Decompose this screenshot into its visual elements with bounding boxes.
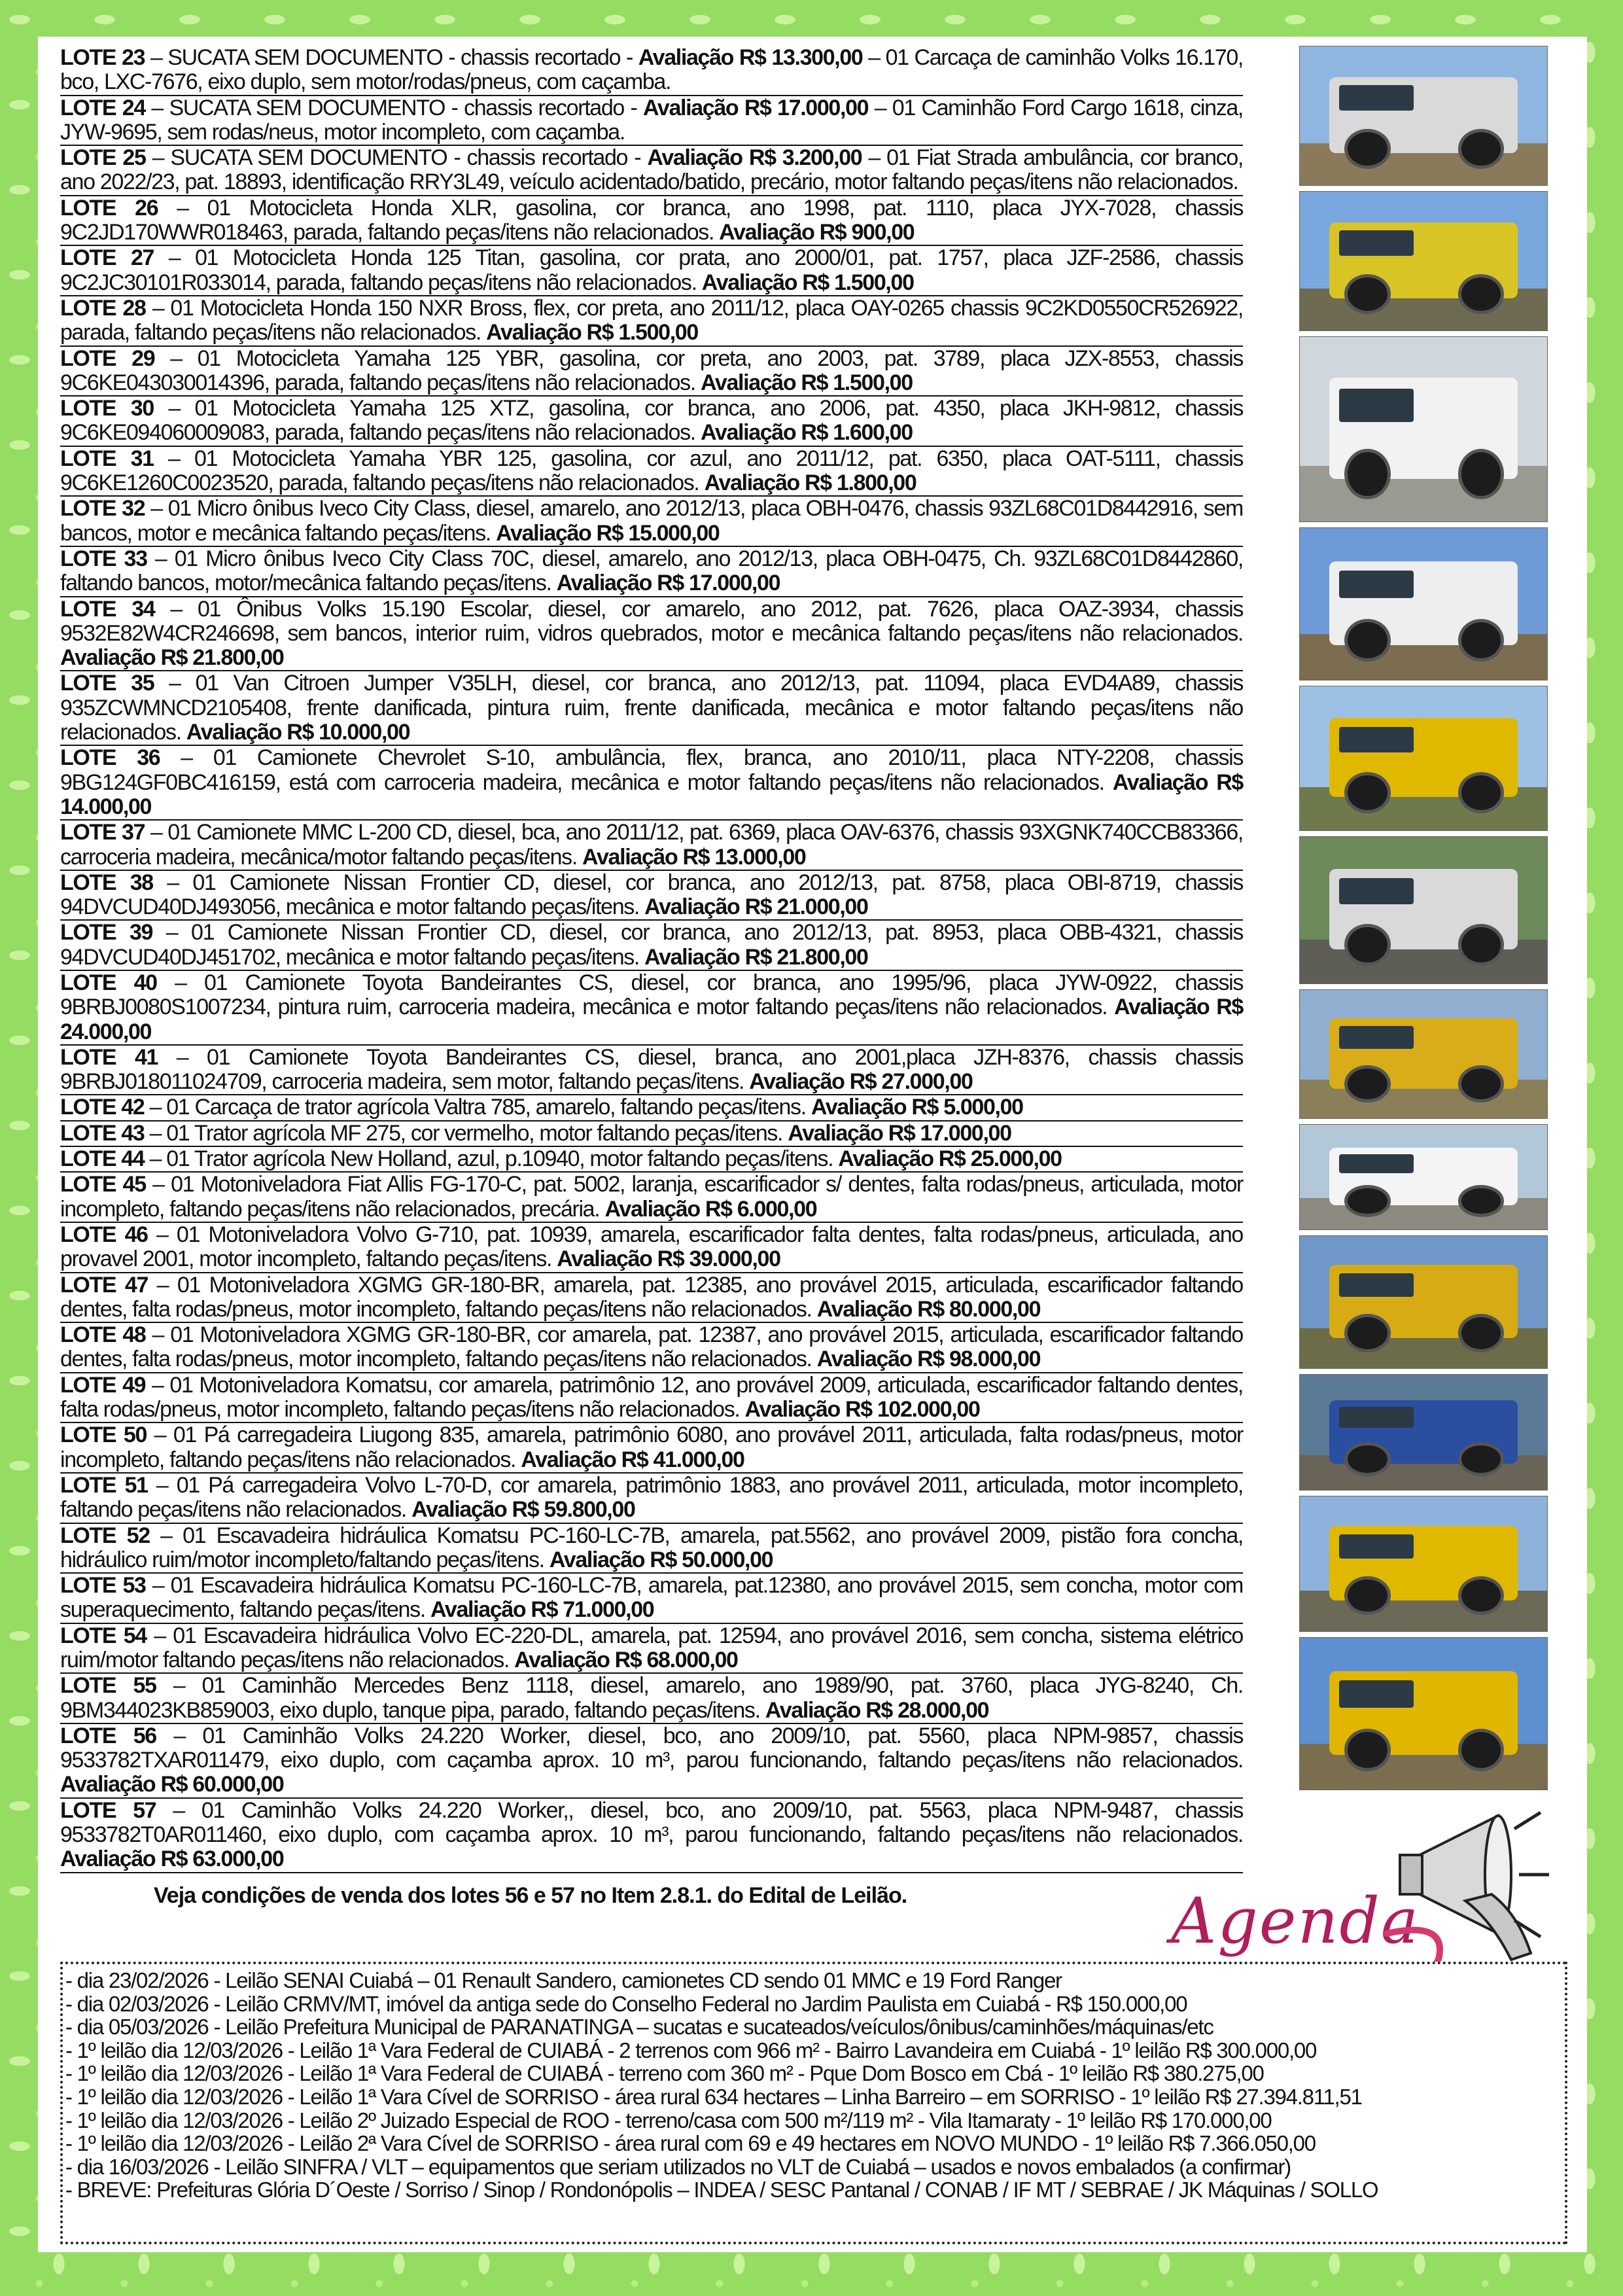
- agenda-item: - dia 16/03/2026 - Leilão SINFRA / VLT – equipamentos que seriam utilizados no VLT de Cuiabá – usados e novos embalados (a confirmar): [65, 2154, 1291, 2179]
- lot-number: LOTE 55: [60, 1673, 156, 1699]
- lot-entry: [60, 1147, 1243, 1173]
- lot-description: – 01 Van Citroen Jumper V35LH, diesel, cor branca, ano 2012/13, pat. 11094, placa EVD4A89, chassis 935ZCWMNCD2105408, frente danificada, pintura ruim, frente danificada, mecânica e motor faltando peças/itens não relacionados.: [60, 671, 1243, 745]
- lot-valuation: Avaliação R$ 102.000,00: [744, 1397, 980, 1422]
- photo-ambulance-van: [1299, 527, 1548, 680]
- lot-valuation: Avaliação R$ 14.000,00: [60, 769, 1243, 819]
- photo-yellow-bus: [1299, 1637, 1548, 1790]
- lot-entry: [60, 1323, 1243, 1373]
- lot-valuation: Avaliação R$ 1.500,00: [486, 320, 698, 345]
- lot-description: – 01 Carcaça de trator agrícola Valtra 785, amarelo, faltando peças/itens.: [144, 1095, 811, 1120]
- lot-number: LOTE 57: [60, 1797, 156, 1823]
- lot-number: LOTE 36: [60, 745, 160, 771]
- lot-description: – 01 Motocicleta Honda 125 Titan, gasolina, cor prata, ano 2000/01, pat. 1757, placa JZF-2586, chassis 9C2JC30101R033014, parada, faltando peças/itens não relacionados.: [60, 245, 1243, 295]
- lot-description: – 01 Motocicleta Yamaha 125 XTZ, gasolina, cor branca, ano 2006, pat. 4350, placa JKH-9812, chassis 9C6KE094060009083, parada, faltando peças/itens não relacionados.: [60, 396, 1243, 446]
- conditions-note: Veja condições de venda dos lotes 56 e 57 no Item 2.8.1. do Edital de Leilão.: [154, 1883, 907, 1908]
- lot-description: – 01 Camionete Nissan Frontier CD, diesel, cor branca, ano 2012/13, pat. 8953, placa OBB-4321, chassis 94DVCUD40DJ451702, mecânica e motor faltando peças/itens.: [60, 920, 1243, 970]
- lot-description: – 01 Motoniveladora XGMG GR-180-BR, amarela, pat. 12385, ano provável 2015, articulada, escarificador faltando dentes, falta rodas/pneus, motor incompleto, faltando peças/itens não relacionados.: [60, 1272, 1243, 1322]
- photo-school-bus: [1299, 686, 1548, 831]
- lot-description: – 01 Pá carregadeira Volvo L-70-D, cor amarela, patrimônio 1883, ano provável 2011, articulada, motor incompleto, faltando peças/itens não relacionados.: [60, 1472, 1243, 1523]
- lot-valuation: Avaliação R$ 59.800,00: [411, 1497, 635, 1523]
- lot-entry: [60, 397, 1243, 447]
- lot-description: – 01 Camionete MMC L-200 CD, diesel, bca, ano 2011/12, pat. 6369, placa OAV-6376, chassis 93XGNK740CCB83366, carroceria madeira, mecânica/motor faltando peças/itens.: [60, 820, 1243, 870]
- lot-number: LOTE 42: [60, 1095, 145, 1120]
- lot-description: – 01 Pá carregadeira Liugong 835, amarela, patrimônio 6080, ano provável 2011, articulada, falta rodas/pneus, motor incompleto, faltando peças/itens não relacionados.: [60, 1422, 1243, 1472]
- lot-valuation: Avaliação R$ 13.000,00: [582, 844, 806, 870]
- lot-number: LOTE 32: [60, 496, 145, 521]
- lot-valuation: Avaliação R$ 21.000,00: [644, 894, 868, 920]
- lot-description: – 01 Micro ônibus Iveco City Class 70C, diesel, amarelo, ano 2012/13, placa OBH-0475, Ch. 93ZL68C01D8442860, faltando bancos, motor/mecânica faltando peças/itens.: [60, 546, 1243, 596]
- lot-number: LOTE 37: [60, 820, 145, 845]
- lot-entry: [60, 1674, 1243, 1724]
- lot-description: – 01 Motocicleta Honda XLR, gasolina, cor branca, ano 1998, pat. 1110, placa JYX-7028, chassis 9C2JD170WWR018463, parada, faltando peças/itens não relacionados.: [60, 195, 1243, 245]
- lot-description: – 01 Caminhão Volks 24.220 Worker,, diesel, bco, ano 2009/10, pat. 5563, placa NPM-9487, chassis 9533782T0AR011460, eixo duplo, com caçamba aprox. 10 m³, parou funcionando, faltando peças/itens não relacionados.: [60, 1797, 1243, 1848]
- lot-number: LOTE 40: [60, 970, 157, 995]
- lot-description: – SUCATA SEM DOCUMENTO - chassis recortado -: [145, 145, 648, 171]
- lot-entry: [60, 547, 1243, 597]
- lot-item-detail: – 01 Fiat Strada ambulância, cor branco, ano 2022/23, pat. 18893, identificação RRY3L49, veículo acidentado/batido, precário, motor faltando peças/itens não relacionados.: [60, 145, 1243, 195]
- lot-description: – 01 Camionete Chevrolet S-10, ambulância, flex, branca, ano 2010/11, placa NTY-2208, chassis 9BG124GF0BC416159, está com carroceria madeira, mecânica e motor faltando peças/itens não relacionados.: [60, 745, 1243, 795]
- lot-description: – 01 Motoniveladora Volvo G-710, pat. 10939, amarela, escarificador falta dentes, falta rodas/pneus, articulada, ano provavel 2001, motor incompleto, faltando peças/itens.: [60, 1222, 1243, 1272]
- lot-entry: [60, 1474, 1243, 1524]
- lot-entry: [60, 971, 1243, 1046]
- photo-van-white: [1299, 336, 1548, 522]
- lot-valuation: Avaliação R$ 17.000,00: [788, 1120, 1011, 1146]
- agenda-item: - 1º leilão dia 12/03/2026 - Leilão 1ª Vara Cível de SORRISO - área rural 634 hectares – Linha Barreiro – em SORRISO - 1º leilão R$ 27.394.811,51: [65, 2084, 1362, 2109]
- lot-valuation: Avaliação R$ 17.000,00: [556, 571, 780, 596]
- photo-buses-motorcycles: [1299, 1496, 1548, 1632]
- lot-description: – 01 Trator agrícola MF 275, cor vermelho, motor faltando peças/itens.: [144, 1120, 788, 1146]
- lot-number: LOTE 27: [60, 245, 154, 271]
- lot-description: – 01 Trator agrícola New Holland, azul, p.10940, motor faltando peças/itens.: [144, 1146, 839, 1172]
- lot-entry: [60, 1524, 1243, 1574]
- lot-description: – 01 Camionete Toyota Bandeirantes CS, diesel, branca, ano 2001,placa JZH-8376, chassis chassis 9BRBJ018011024709, carroceria madeira, sem motor, faltando peças/itens.: [60, 1044, 1243, 1095]
- lot-valuation: Avaliação R$ 68.000,00: [514, 1648, 738, 1672]
- lot-description: – 01 Motocicleta Honda 150 NXR Bross, flex, cor preta, ano 2011/12, placa OAY-0265 chassis 9C2KD0550CR526922, parada, faltando peças/itens não relacionados.: [60, 295, 1243, 345]
- agenda-item: - 1º leilão dia 12/03/2026 - Leilão 1ª Vara Federal de CUIABÁ - terreno com 360 m² - Pque Dom Bosco em Cbá - 1º leilão R$ 380.275,00: [65, 2061, 1264, 2086]
- lot-entry: [60, 1223, 1243, 1273]
- lot-valuation: Avaliação R$ 71.000,00: [430, 1597, 654, 1623]
- agenda-item: - 1º leilão dia 12/03/2026 - Leilão 2º Juizado Especial de ROO - terreno/casa com 500 m²/119 m² - Vila Itamaraty - 1º leilão R$ 170.000,00: [65, 2108, 1272, 2132]
- photo-truck-yellow-tanker: [1299, 191, 1548, 331]
- lot-description: – 01 Micro ônibus Iveco City Class, diesel, amarelo, ano 2012/13, placa OBH-0476, chassis 93ZL68C01D8442916, sem bancos, motor e mecânica faltando peças/itens.: [60, 496, 1243, 546]
- lot-entry: [60, 1122, 1243, 1147]
- lot-valuation: Avaliação R$ 1.500,00: [701, 270, 914, 295]
- lot-description: – 01 Caminhão Volks 24.220 Worker, diesel, bco, ano 2009/10, pat. 5560, placa NPM-9857, chassis 9533782TXAR011479, eixo duplo, com caçamba aprox. 10 m³, parou funcionando, faltando peças/itens não relacionados.: [60, 1723, 1244, 1773]
- lot-entry: [60, 196, 1243, 247]
- lot-number: LOTE 54: [60, 1623, 147, 1648]
- lot-entry: [60, 347, 1243, 397]
- lot-valuation: Avaliação R$ 21.800,00: [60, 645, 284, 671]
- lot-valuation: Avaliação R$ 27.000,00: [749, 1069, 973, 1095]
- lot-valuation: Avaliação R$ 25.000,00: [838, 1146, 1062, 1172]
- lot-valuation: Avaliação R$ 60.000,00: [60, 1772, 284, 1797]
- lot-valuation: Avaliação R$ 13.300,00: [638, 45, 863, 70]
- lot-number: LOTE 39: [60, 920, 153, 945]
- lot-number: LOTE 50: [60, 1422, 147, 1448]
- lot-number: LOTE 46: [60, 1222, 148, 1247]
- agenda-item: - BREVE: Prefeituras Glória D´Oeste / Sorriso / Sinop / Rondonópolis – INDEA / SESC Pantanal / CONAB / IF MT / SEBRAE / JK Máquinas / SOLLO: [65, 2178, 1378, 2202]
- lot-number: LOTE 29: [60, 345, 155, 371]
- lot-description: – 01 Escavadeira hidráulica Komatsu PC-160-LC-7B, amarela, pat.12380, ano provável 2015, sem concha, motor com superaquecimento, faltando peças/itens.: [60, 1573, 1244, 1623]
- lot-description: – 01 Motocicleta Yamaha 125 YBR, gasolina, cor preta, ano 2003, pat. 3789, placa JZX-8553, chassis 9C6KE043030014396, parada, faltando peças/itens não relacionados.: [60, 345, 1244, 395]
- lot-entry: [60, 921, 1243, 971]
- agenda-item: - 1º leilão dia 12/03/2026 - Leilão 2ª Vara Cível de SORRISO - área rural com 69 e 49 hectares em NOVO MUNDO - 1º leilão R$ 7.366.050,00: [65, 2131, 1316, 2156]
- lot-description: – 01 Ônibus Volks 15.190 Escolar, diesel, cor amarelo, ano 2012, pat. 7626, placa OAZ-3934, chassis 9532E82W4CR246698, sem bancos, interior ruim, vidros quebrados, motor e mecânica faltando peças/itens não relacionados.: [60, 596, 1243, 646]
- photo-truck-dump: [1299, 46, 1548, 186]
- lot-entry: [60, 447, 1243, 497]
- lot-description: – 01 Escavadeira hidráulica Komatsu PC-160-LC-7B, amarela, pat.5562, ano provável 2009, pistão fora concha, hidráulico ruim/motor incompleto/faltando peças/itens.: [60, 1523, 1243, 1572]
- lot-valuation: Avaliação R$ 1.600,00: [700, 420, 913, 446]
- lot-number: LOTE 30: [60, 396, 154, 421]
- lot-entry: [60, 1173, 1243, 1223]
- lot-entry: [60, 597, 1243, 672]
- lot-number: LOTE 52: [60, 1523, 150, 1548]
- lot-valuation: Avaliação R$ 6.000,00: [604, 1196, 817, 1222]
- lot-entry: [60, 1095, 1243, 1121]
- lot-description: – 01 Motoniveladora Komatsu, cor amarela, patrimônio 12, ano provável 2009, articulada, escarificador faltando dentes, falta rodas/pneus, motor incompleto, faltando peças/itens não relacionados.: [60, 1372, 1244, 1422]
- lot-number: LOTE 31: [60, 446, 154, 471]
- photo-motorcycles: [1299, 1374, 1548, 1491]
- lot-entry: [60, 46, 1243, 96]
- lot-description: – 01 Motocicleta Yamaha YBR 125, gasolina, cor azul, ano 2011/12, pat. 6350, placa OAT-5111, chassis 9C6KE1260C0023520, parada, faltando peças/itens não relacionados.: [60, 446, 1243, 496]
- lot-number: LOTE 28: [60, 295, 146, 321]
- lot-valuation: Avaliação R$ 63.000,00: [60, 1846, 284, 1872]
- lot-description: – SUCATA SEM DOCUMENTO - chassis recortado -: [145, 45, 638, 70]
- lot-entry: [60, 1574, 1243, 1624]
- photo-excavator: [1299, 1235, 1548, 1369]
- lot-entry: [60, 1423, 1243, 1474]
- lot-number: LOTE 53: [60, 1573, 146, 1598]
- lot-entry: [60, 146, 1243, 196]
- lot-number: LOTE 45: [60, 1172, 146, 1197]
- lot-number: LOTE 24: [60, 95, 145, 120]
- lot-entry: [60, 497, 1243, 547]
- lot-entry: [60, 96, 1243, 147]
- lot-valuation: Avaliação R$ 15.000,00: [496, 520, 720, 546]
- lot-list: [60, 46, 1243, 1873]
- lot-description: – 01 Motoniveladora XGMG GR-180-BR, cor amarela, pat. 12387, ano provável 2015, articulada, escarificador faltando dentes, falta rodas/pneus, motor incompleto, faltando peças/itens não relacionados.: [60, 1322, 1243, 1372]
- lot-entry: [60, 1799, 1243, 1873]
- lot-valuation: Avaliação R$ 80.000,00: [816, 1296, 1041, 1322]
- lot-number: LOTE 44: [60, 1146, 145, 1172]
- lot-number: LOTE 43: [60, 1120, 145, 1146]
- lot-valuation: Avaliação R$ 98.000,00: [816, 1347, 1041, 1372]
- lot-valuation: Avaliação R$ 39.000,00: [557, 1246, 780, 1272]
- lot-item-detail: – 01 Carcaça de caminhão Volks 16.170, bco, LXC-7676, eixo duplo, sem motor/rodas/pneus, com caçamba.: [60, 45, 1244, 95]
- lot-number: LOTE 38: [60, 870, 153, 895]
- agenda-title: Agenda: [1171, 1884, 1420, 1958]
- photo-damaged-truck: [1299, 836, 1548, 984]
- lot-item-detail: – 01 Caminhão Ford Cargo 1618, cinza, JYW-9695, sem rodas/neus, motor incompleto, com caçamba.: [60, 95, 1243, 145]
- lot-valuation: Avaliação R$ 5.000,00: [811, 1095, 1023, 1120]
- agenda-item: - 1º leilão dia 12/03/2026 - Leilão 1ª Vara Federal de CUIABÁ - 2 terrenos com 966 m² - Bairro Lavandeira em Cuiabá - 1º leilão R$ 300.000,00: [65, 2038, 1317, 2062]
- lot-entry: [60, 246, 1243, 296]
- photo-pickup-white: [1299, 1124, 1548, 1230]
- lot-entry: [60, 871, 1243, 921]
- lot-valuation: Avaliação R$ 28.000,00: [765, 1697, 989, 1723]
- agenda-list: [65, 1969, 1563, 2202]
- lot-valuation: Avaliação R$ 41.000,00: [521, 1447, 744, 1472]
- photo-wheel-loader: [1299, 989, 1548, 1119]
- lot-valuation: Avaliação R$ 17.000,00: [642, 95, 869, 120]
- lot-number: LOTE 34: [60, 596, 155, 622]
- lot-number: LOTE 25: [60, 145, 146, 171]
- lot-entry: [60, 1373, 1243, 1424]
- lot-valuation: Avaliação R$ 24.000,00: [60, 995, 1243, 1044]
- lot-entry: [60, 296, 1243, 347]
- lot-description: – 01 Escavadeira hidráulica Volvo EC-220-DL, amarela, pat. 12594, ano provável 2016, sem concha, sistema elétrico ruim/motor faltando peças/itens não relacionados.: [60, 1623, 1243, 1672]
- lot-number: LOTE 51: [60, 1472, 148, 1498]
- lot-entry: [60, 1724, 1243, 1799]
- lot-valuation: Avaliação R$ 900,00: [719, 220, 915, 245]
- lot-number: LOTE 23: [60, 45, 145, 70]
- lot-number: LOTE 49: [60, 1372, 146, 1398]
- lot-valuation: Avaliação R$ 1.500,00: [700, 370, 913, 395]
- lot-entry: [60, 671, 1243, 746]
- lot-number: LOTE 47: [60, 1272, 148, 1298]
- lot-number: LOTE 33: [60, 546, 147, 571]
- lot-number: LOTE 48: [60, 1322, 146, 1348]
- lot-description: – 01 Camionete Toyota Bandeirantes CS, diesel, cor branca, ano 1995/96, placa JYW-0922, chassis 9BRBJ0080S1007234, pintura ruim, carroceria madeira, mecânica e motor faltando peças/itens não relacionados.: [60, 970, 1244, 1020]
- lot-valuation: Avaliação R$ 50.000,00: [549, 1547, 773, 1572]
- lot-number: LOTE 56: [60, 1723, 156, 1748]
- lot-entry: [60, 1624, 1243, 1674]
- lot-description: – SUCATA SEM DOCUMENTO - chassis recortado -: [145, 95, 643, 120]
- lot-entry: [60, 1046, 1243, 1096]
- lot-entry: [60, 746, 1243, 821]
- lot-entry: [60, 821, 1243, 871]
- lot-description: – 01 Camionete Nissan Frontier CD, diesel, cor branca, ano 2012/13, pat. 8758, placa OBI-8719, chassis 94DVCUD40DJ493056, mecânica e motor faltando peças/itens.: [60, 870, 1243, 920]
- agenda-item: - dia 05/03/2026 - Leilão Prefeitura Municipal de PARANATINGA – sucatas e sucateados/veículos/ônibus/caminhões/máquinas/etc: [65, 2015, 1213, 2040]
- agenda-item: - dia 23/02/2026 - Leilão SENAI Cuiabá – 01 Renault Sandero, camionetes CD sendo 01 MMC e 19 Ford Ranger: [65, 1968, 1062, 1992]
- agenda-item: - dia 02/03/2026 - Leilão CRMV/MT, imóvel da antiga sede do Conselho Federal no Jardim Paulista em Cuiabá - R$ 150.000,00: [65, 1991, 1187, 2016]
- lot-valuation: Avaliação R$ 21.800,00: [644, 944, 868, 970]
- lot-number: LOTE 35: [60, 671, 154, 696]
- lot-description: – 01 Caminhão Mercedes Benz 1118, diesel, amarelo, ano 1989/90, pat. 3760, placa JYG-8240, Ch. 9BM344023KB859003, eixo duplo, tanque pipa, parado, faltando peças/itens.: [60, 1673, 1243, 1723]
- lot-valuation: Avaliação R$ 3.200,00: [647, 145, 862, 171]
- lot-entry: [60, 1273, 1243, 1324]
- lot-valuation: Avaliação R$ 10.000,00: [186, 720, 410, 745]
- lot-number: LOTE 26: [60, 195, 158, 221]
- vehicle-photo-column: [1299, 46, 1546, 1795]
- lot-description: – 01 Motoniveladora Fiat Allis FG-170-C, pat. 5002, laranja, escarificador s/ dentes, falta rodas/pneus, articulada, motor incompleto, faltando peças/itens não relacionados, precária.: [60, 1172, 1243, 1222]
- lot-valuation: Avaliação R$ 1.800,00: [704, 470, 916, 496]
- lot-number: LOTE 41: [60, 1044, 158, 1070]
